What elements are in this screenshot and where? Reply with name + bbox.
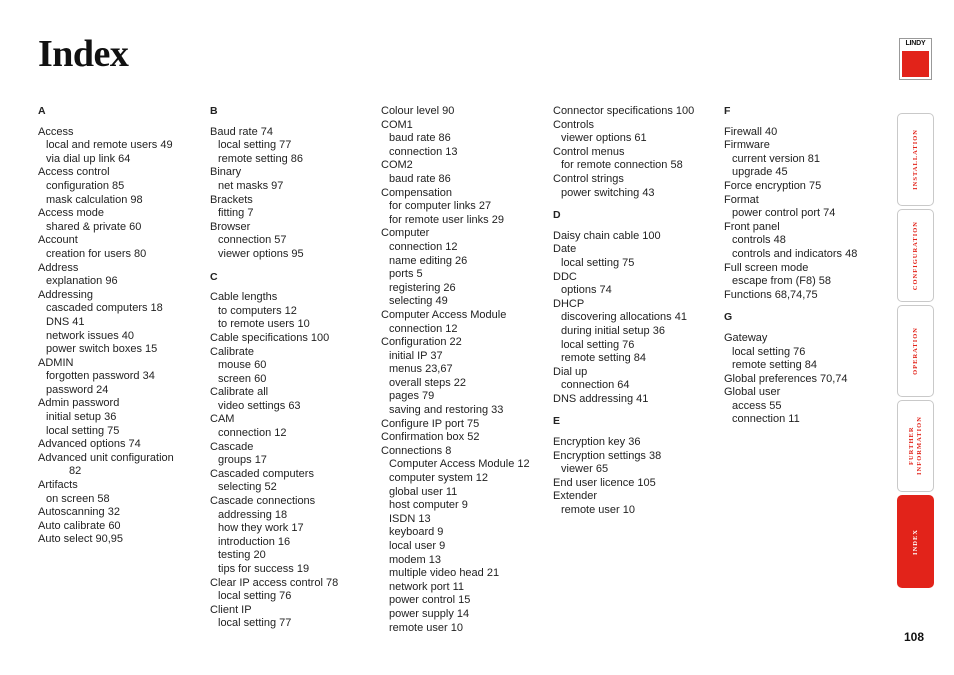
index-entry: Calibrate <box>210 345 255 358</box>
index-entry: Addressing <box>38 288 94 301</box>
index-entry: Front panel <box>724 220 780 233</box>
index-subentry: network port 11 <box>389 580 465 593</box>
index-entry: Access control <box>38 166 110 179</box>
index-subentry: creation for users 80 <box>46 247 147 260</box>
index-subentry: local setting 77 <box>218 617 292 630</box>
index-subentry: remote setting 86 <box>218 152 303 165</box>
index-subentry: introduction 16 <box>218 535 291 548</box>
index-subentry: cascaded computers 18 <box>46 302 163 315</box>
index-column-5 <box>724 105 892 427</box>
index-entry: Colour level 90 <box>381 105 455 117</box>
index-subentry: explanation 96 <box>46 275 118 288</box>
index-entry: Gateway <box>724 331 768 344</box>
index-column-1 <box>38 105 206 547</box>
index-subentry: connection 13 <box>389 145 458 158</box>
index-subentry: on screen 58 <box>46 492 110 505</box>
tab-index[interactable] <box>897 495 934 588</box>
index-entry: Brackets <box>210 193 253 206</box>
index-subentry: ports 5 <box>389 268 423 281</box>
index-subentry: power switching 43 <box>561 186 655 199</box>
index-entry: Global preferences 70,74 <box>724 372 848 385</box>
index-subentry: local user 9 <box>389 540 446 552</box>
index-subentry: discovering allocations 41 <box>561 311 687 324</box>
index-subentry: power supply 14 <box>389 607 470 620</box>
index-subentry: Computer Access Module 12 <box>389 458 530 471</box>
index-subentry: keyboard 9 <box>389 526 444 539</box>
index-entry: Cable specifications 100 <box>210 331 330 344</box>
index-subentry: ISDN 13 <box>389 512 431 525</box>
index-entry: Daisy chain cable 100 <box>553 229 661 242</box>
index-subentry: local setting 77 <box>218 139 292 152</box>
index-subentry: remote user 10 <box>561 504 635 517</box>
index-entry: Force encryption 75 <box>724 179 822 192</box>
index-entry: Admin password <box>38 397 120 410</box>
index-entry: Compensation <box>381 186 452 199</box>
tab-label: FURTHER INFORMATION <box>907 416 923 476</box>
index-entry: Clear IP access control 78 <box>210 576 339 589</box>
index-entry: Access mode <box>38 207 105 220</box>
index-entry: Full screen mode <box>724 261 809 274</box>
index-subentry: local setting 76 <box>732 345 806 358</box>
index-subentry: configuration 85 <box>46 179 125 192</box>
tab-installation[interactable] <box>897 113 934 206</box>
index-entry: Format <box>724 193 759 206</box>
index-entry: DDC <box>553 270 577 283</box>
index-subentry: tips for success 19 <box>218 563 310 575</box>
index-letter-heading: A <box>38 105 46 117</box>
index-subentry: shared & private 60 <box>46 220 142 233</box>
index-entry: Client IP <box>210 603 252 616</box>
index-letter-heading: G <box>724 311 733 324</box>
index-entry: Cascaded computers <box>210 467 314 480</box>
index-letter-heading: D <box>553 209 561 222</box>
index-subentry: controls and indicators 48 <box>732 247 858 260</box>
index-entry: Calibrate all <box>210 386 269 399</box>
index-entry-continuation: 82 <box>69 465 82 478</box>
index-subentry: connection 64 <box>561 379 630 392</box>
index-subentry: modem 13 <box>389 553 441 566</box>
index-subentry: menus 23,67 <box>389 363 453 376</box>
index-subentry: for computer links 27 <box>389 200 492 213</box>
index-subentry: overall steps 22 <box>389 376 467 389</box>
index-subentry: remote user 10 <box>389 621 463 634</box>
index-entry: Confirmation box 52 <box>381 431 480 444</box>
index-subentry: remote setting 84 <box>561 352 646 365</box>
index-entry: Auto select 90,95 <box>38 533 124 546</box>
index-subentry: during initial setup 36 <box>561 324 665 337</box>
index-column-4 <box>553 105 721 518</box>
index-entry: DHCP <box>553 297 585 310</box>
index-entry: Firmware <box>724 139 770 152</box>
index-entry: COM1 <box>381 118 413 131</box>
index-subentry: to remote users 10 <box>218 318 310 331</box>
index-subentry: baud rate 86 <box>389 172 451 185</box>
index-subentry: viewer 65 <box>561 463 609 476</box>
index-subentry: groups 17 <box>218 454 267 467</box>
index-subentry: connection 11 <box>732 413 800 426</box>
index-entry: Control menus <box>553 145 625 158</box>
index-subentry: local setting 75 <box>561 256 635 269</box>
index-entry: Configuration 22 <box>381 336 462 349</box>
index-entry: Connector specifications 100 <box>553 105 695 117</box>
index-subentry: options 74 <box>561 284 612 297</box>
index-entry: COM2 <box>381 159 413 172</box>
index-entry: Date <box>553 243 577 256</box>
index-subentry: connection 57 <box>218 234 287 247</box>
index-subentry: screen 60 <box>218 372 267 385</box>
index-subentry: power control port 74 <box>732 207 836 220</box>
index-entry: Autoscanning 32 <box>38 506 120 519</box>
index-subentry: initial setup 36 <box>46 411 117 424</box>
index-entry: Control strings <box>553 172 624 185</box>
index-entry: Address <box>38 261 79 274</box>
index-subentry: connection 12 <box>389 322 458 335</box>
index-entry: Controls <box>553 118 594 131</box>
index-column-3 <box>381 105 549 635</box>
index-subentry: selecting 49 <box>389 295 448 308</box>
index-subentry: current version 81 <box>732 152 821 165</box>
index-entry: Firewall 40 <box>724 125 778 138</box>
index-entry: Access <box>38 125 74 138</box>
logo-text: LINDY <box>905 40 926 47</box>
index-letter-heading: C <box>210 270 218 283</box>
index-subentry: video settings 63 <box>218 399 301 412</box>
index-letter-heading: E <box>553 415 561 428</box>
index-subentry: baud rate 86 <box>389 132 451 145</box>
index-subentry: testing 20 <box>218 549 266 562</box>
index-subentry: remote setting 84 <box>732 359 817 372</box>
index-entry: Advanced unit configuration <box>38 451 174 464</box>
page-number: 108 <box>904 630 925 644</box>
index-letter-heading: B <box>210 105 218 117</box>
index-subentry: access 55 <box>732 399 782 412</box>
index-subentry: local setting 76 <box>218 590 292 603</box>
index-subentry: DNS 41 <box>46 315 85 328</box>
index-subentry: viewer options 95 <box>218 247 304 260</box>
index-subentry: multiple video head 21 <box>389 567 500 580</box>
index-subentry: pages 79 <box>389 390 435 403</box>
index-subentry: mask calculation 98 <box>46 193 143 206</box>
index-subentry: net masks 97 <box>218 179 284 192</box>
index-entry: Global user <box>724 386 781 399</box>
index-subentry: mouse 60 <box>218 359 267 372</box>
index-subentry: controls 48 <box>732 234 786 247</box>
index-entry: Computer <box>381 227 430 240</box>
logo-red-block <box>902 51 929 77</box>
index-entry: Cable lengths <box>210 291 278 304</box>
index-subentry: selecting 52 <box>218 481 277 494</box>
index-subentry: host computer 9 <box>389 499 468 512</box>
index-entry: CAM <box>210 413 235 426</box>
index-subentry: name editing 26 <box>389 254 468 267</box>
index-entry: Configure IP port 75 <box>381 417 480 430</box>
tab-configuration[interactable] <box>897 209 934 302</box>
tab-label: CONFIGURATION <box>911 220 919 291</box>
index-subentry: network issues 40 <box>46 329 135 342</box>
index-entry: Computer Access Module <box>381 308 507 321</box>
index-subentry: how they work 17 <box>218 522 304 535</box>
tab-label: INSTALLATION <box>911 129 919 190</box>
tab-operation[interactable] <box>897 305 934 397</box>
index-subentry: for remote user links 29 <box>389 213 504 226</box>
index-entry: Encryption settings 38 <box>553 449 662 462</box>
index-entry: ADMIN <box>38 356 74 369</box>
index-subentry: upgrade 45 <box>732 166 788 179</box>
index-entry: End user licence 105 <box>553 476 656 489</box>
index-entry: DNS addressing 41 <box>553 392 649 405</box>
index-subentry: for remote connection 58 <box>561 159 683 172</box>
index-subentry: power control 15 <box>389 594 471 607</box>
index-entry: Cascade <box>210 440 254 453</box>
index-entry: Binary <box>210 166 242 179</box>
index-subentry: fitting 7 <box>218 207 254 220</box>
index-entry: Dial up <box>553 365 588 378</box>
tab-label: INDEX <box>911 528 919 555</box>
lindy-logo <box>899 38 932 80</box>
index-subentry: connection 12 <box>218 427 287 440</box>
index-subentry: password 24 <box>46 383 109 396</box>
index-entry: Advanced options 74 <box>38 438 141 451</box>
index-entry: Extender <box>553 490 598 503</box>
index-subentry: viewer options 61 <box>561 132 647 145</box>
index-entry: Auto calibrate 60 <box>38 519 121 532</box>
index-entry: Functions 68,74,75 <box>724 288 818 301</box>
index-subentry: connection 12 <box>389 240 458 253</box>
index-entry: Account <box>38 234 78 247</box>
index-subentry: local setting 76 <box>561 338 635 351</box>
index-entry: Artifacts <box>38 479 78 492</box>
tab-label: OPERATION <box>911 327 919 375</box>
index-subentry: addressing 18 <box>218 508 288 521</box>
index-entry: Baud rate 74 <box>210 125 273 138</box>
index-subentry: local setting 75 <box>46 424 120 437</box>
index-entry: Connections 8 <box>381 444 452 457</box>
index-entry: Cascade connections <box>210 495 316 508</box>
index-entry: Browser <box>210 220 251 233</box>
tab-further-information[interactable] <box>897 400 934 492</box>
index-letter-heading: F <box>724 105 731 117</box>
page-title: Index <box>38 33 129 75</box>
index-subentry: via dial up link 64 <box>46 152 131 165</box>
index-entry: Encryption key 36 <box>553 436 641 449</box>
index-subentry: power switch boxes 15 <box>46 343 158 356</box>
index-subentry: initial IP 37 <box>389 349 443 362</box>
index-subentry: saving and restoring 33 <box>389 404 504 417</box>
index-subentry: local and remote users 49 <box>46 139 173 152</box>
index-subentry: escape from (F8) 58 <box>732 275 832 288</box>
index-subentry: forgotten password 34 <box>46 370 155 383</box>
index-column-2 <box>210 105 378 631</box>
index-subentry: to computers 12 <box>218 304 297 317</box>
index-subentry: computer system 12 <box>389 472 489 485</box>
index-subentry: registering 26 <box>389 281 456 294</box>
index-subentry: global user 11 <box>389 485 458 498</box>
